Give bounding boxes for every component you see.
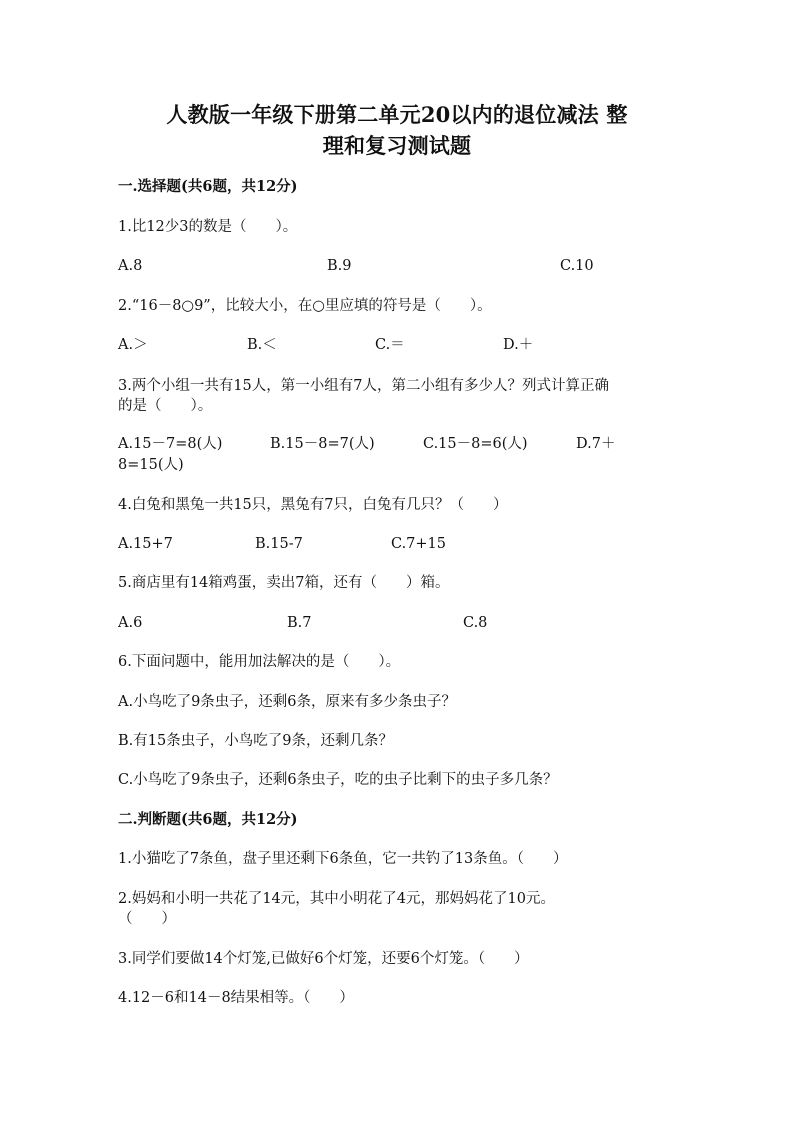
question-text-line-1: 2.妈妈和小明一共花了14元，其中小明花了4元，那妈妈花了10元。 [118,891,555,907]
question-text: 3.同学们要做14个灯笼,已做好6个灯笼，还要6个灯笼。（ ） [118,951,529,967]
question-text: 6.下面问题中，能用加法解决的是（ ）。 [118,654,401,670]
option-d: D.7＋ [576,436,616,452]
question-text: 1.小猫吃了7条鱼，盘子里还剩下6条鱼，它一共钓了13条鱼。（ ） [118,851,568,867]
option-d: D.＋ [503,337,534,353]
option-a: A.＞ [118,337,148,353]
question-text-line-2: （ ） [118,911,176,927]
question-text: 1.比12少3的数是（ ）。 [118,219,298,235]
option-b: B.有15条虫子，小鸟吃了9条，还剩几条？ [118,733,393,749]
question-text-line-1: 3.两个小组一共有15人，第一小组有7人，第二小组有多少人？列式计算正确 [118,378,610,394]
option-b: B.7 [287,615,312,631]
page-title-line-2: 理和复习测试题 [322,133,472,158]
question-text-line-2: 的是（ ）。 [118,398,213,414]
option-a: A.小鸟吃了9条虫子，还剩6条，原来有多少条虫子？ [118,694,457,710]
question-text: 4.白兔和黑兔一共15只，黑兔有7只，白兔有几只？（ ） [118,497,508,513]
option-a: A.15－7=8(人) [118,436,223,452]
option-b: B.＜ [247,337,277,353]
option-c: C.7+15 [391,536,447,552]
option-a: A.6 [118,615,143,631]
option-c: C.小鸟吃了9条虫子，还剩6条虫子，吃的虫子比剩下的虫子多几条？ [118,772,558,788]
page-title-line-1: 人教版一年级下册第二单元20以内的退位减法 整 [166,102,628,127]
section-heading-choice: 一.选择题(共6题，共12分) [118,178,298,195]
option-c: C.8 [463,615,488,631]
option-c: C.＝ [375,337,405,353]
option-b: B.15-7 [255,536,303,552]
question-text: 2.“16－8○9”，比较大小，在○里应填的符号是（ ）。 [118,298,492,314]
section-heading-judgment: 二.判断题(共6题，共12分) [118,811,298,828]
option-c: C.10 [560,258,594,274]
option-b: B.9 [327,258,352,274]
option-a: A.15+7 [118,536,173,552]
option-b: B.15－8=7(人) [270,436,375,452]
option-a: A.8 [118,258,143,274]
option-c: C.15－8=6(人) [423,436,528,452]
question-text: 5.商店里有14箱鸡蛋，卖出7箱，还有（ ）箱。 [118,575,450,591]
option-d-continued: 8=15(人) [118,457,184,473]
question-text: 4.12－6和14－8结果相等。（ ） [118,990,354,1006]
